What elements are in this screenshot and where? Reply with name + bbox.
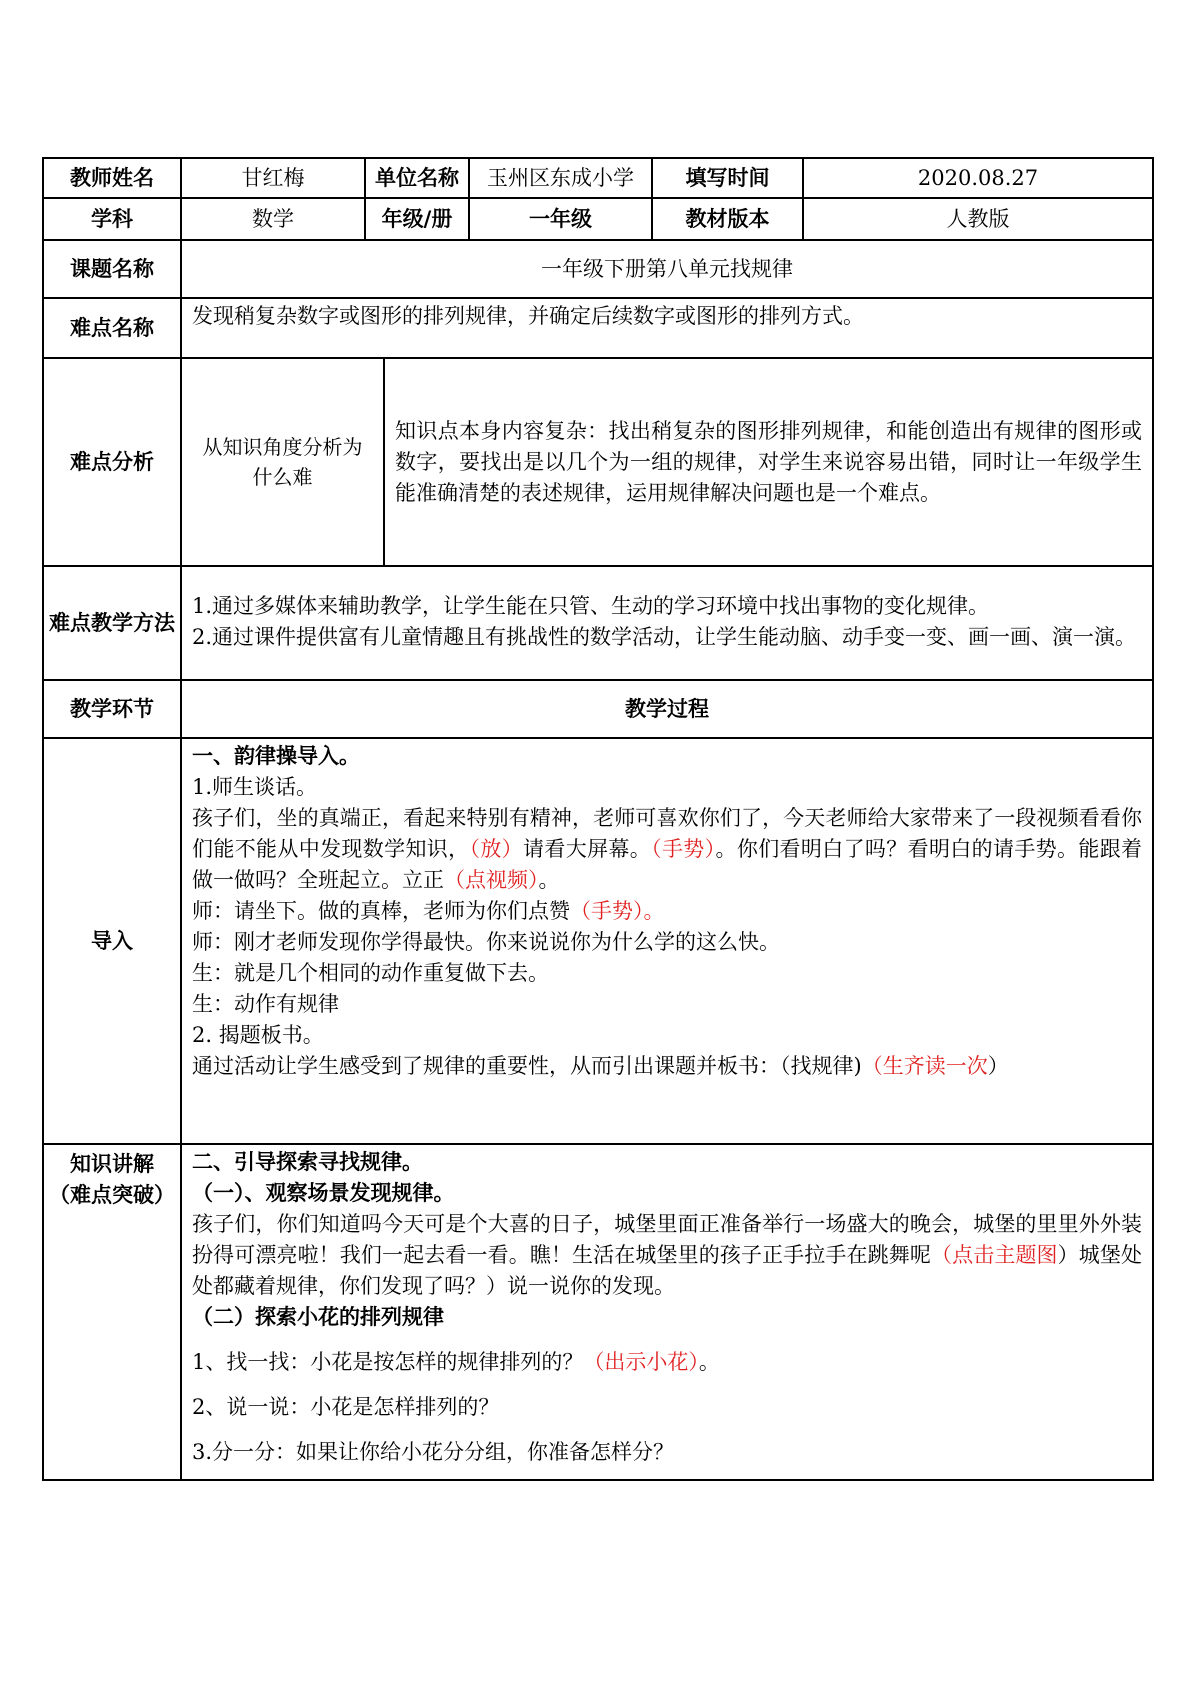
knowledge-q1 [192,1347,1142,1378]
knowledge-q3: 3.分一分：如果让你给小花分分组，你准备怎样分？ [192,1440,675,1464]
intro-p1: 1.师生谈话。 [192,775,318,799]
intro-p2-text-c: 。你们看明白了吗？看明白的请手势。能跟着做一做吗？全班起立。立正 [192,837,1143,892]
knowledge-row [43,1144,1153,1480]
lesson-plan-table [42,157,1154,1481]
method-row [43,566,1153,680]
intro-p2-red-2: （手势） [651,837,716,861]
spacer [192,1423,1142,1437]
knowledge-q1-end: 。 [698,1350,720,1374]
teacher-label: 教师姓名 [43,158,181,198]
difficulty-row [43,298,1153,358]
knowledge-label-line-1: 知识讲解 [70,1152,154,1176]
knowledge-p1-text-b: ）城堡处处都藏着规律，你们发现了吗？）说一说你的发现。 [192,1243,1143,1298]
analysis-text: 知识点本身内容复杂：找出稍复杂的图形排列规律，和能创造出有规律的图形或数字，要找出是以几个为一组的规律，对学生来说容易出错，同时让一年级学生能准确清楚的表述规律，运用规律解决问题也是一个难点。 [395,418,1142,505]
knowledge-label [43,1144,181,1480]
analysis-label: 难点分析 [43,358,181,566]
date-label: 填写时间 [652,158,803,198]
intro-content [181,738,1153,1144]
knowledge-title: 二、引导探索寻找规律。 [192,1150,423,1174]
intro-p8-text-b: ） [987,1054,1009,1078]
intro-p3-text: 师：请坐下。做的真棒，老师为你们点赞 [192,899,570,923]
intro-p2-text-a: 孩子们，坐的真端正，看起来特别有精神，老师可喜欢你们了，今天老师给大家带来了一段视频看看你们能不能从中发现数学知识， [192,806,1142,861]
spacer [192,1378,1142,1392]
intro-p3 [192,896,1142,927]
analysis-row [43,358,1153,566]
intro-p2-red-3: （点视频） [444,868,539,892]
analysis-sub-label: 从知识角度分析为什么难 [182,359,384,565]
method-text [181,566,1153,680]
knowledge-p1-red: （点击主题图 [930,1243,1058,1267]
intro-p2-text-b: 请看大屏幕。 [523,837,652,861]
intro-p6: 生：动作有规律 [192,992,339,1016]
knowledge-q1-text: 1、找一找：小花是按怎样的规律排列的？ [192,1350,584,1374]
knowledge-p1 [192,1209,1142,1302]
intro-row [43,738,1153,1144]
unit-value: 玉州区东成小学 [469,158,652,198]
grade-value: 一年级 [469,198,652,240]
intro-p7: 2. 揭题板书。 [192,1023,324,1047]
unit-label: 单位名称 [365,158,469,198]
subject-value: 数学 [181,198,365,240]
intro-p8-red: （生齐读一次 [861,1054,988,1078]
intro-p2 [192,803,1142,896]
grade-label: 年级/册 [365,198,469,240]
knowledge-content [181,1144,1153,1480]
knowledge-sub-2: （二）探索小花的排列规律 [192,1305,444,1329]
knowledge-sub-1: （一）、观察场景发现规律。 [192,1181,455,1205]
spacer [192,1333,1142,1347]
intro-label: 导入 [43,738,181,1144]
header-row-1 [43,158,1153,198]
intro-p2-red-1: （放） [469,837,524,861]
topic-label: 课题名称 [43,240,181,298]
intro-p5: 生：就是几个相同的动作重复做下去。 [192,961,549,985]
intro-p3-red: （手势）。 [570,899,665,923]
header-row-2 [43,198,1153,240]
intro-p2-text-d: 。 [538,868,560,892]
intro-p8-text-a: 通过活动让学生感受到了规律的重要性，从而引出课题并板书：（找规律) [192,1054,862,1078]
edition-label: 教材版本 [652,198,803,240]
teacher-value: 甘红梅 [181,158,365,198]
analysis-cell [181,358,1153,566]
method-label: 难点教学方法 [43,566,181,680]
date-value: 2020.08.27 [803,158,1153,198]
process-stage-label: 教学环节 [43,680,181,738]
difficulty-value: 发现稍复杂数字或图形的排列规律，并确定后续数字或图形的排列方式。 [181,298,1153,358]
method-line-2: 2.通过课件提供富有儿童情趣且有挑战性的数学活动，让学生能动脑、动手变一变、画一画、演一演。 [192,625,1137,649]
topic-row [43,240,1153,298]
knowledge-q2: 2、说一说：小花是怎样排列的？ [192,1395,500,1419]
topic-value: 一年级下册第八单元找规律 [181,240,1153,298]
knowledge-label-line-2: （难点突破） [49,1183,175,1207]
subject-label: 学科 [43,198,181,240]
edition-value: 人教版 [803,198,1153,240]
intro-p4: 师：刚才老师发现你学得最快。你来说说你为什么学的这么快。 [192,930,780,954]
process-label: 教学过程 [181,680,1153,738]
knowledge-q1-red: （出示小花） [583,1350,699,1374]
knowledge-p1-text-a: 孩子们，你们知道吗今天可是个大喜的日子，城堡里面正准备举行一场盛大的晚会，城堡的里里外外装扮得可漂亮啦！我们一起去看一看。瞧！生活在城堡里的孩子正手拉手在跳舞呢 [192,1212,1142,1267]
intro-p8 [192,1051,1142,1082]
method-line-1: 1.通过多媒体来辅助教学，让学生能在只管、生动的学习环境中找出事物的变化规律。 [192,594,990,618]
intro-title: 一、韵律操导入。 [192,744,360,768]
process-header-row [43,680,1153,738]
analysis-subgrid [182,359,1152,565]
difficulty-label: 难点名称 [43,298,181,358]
